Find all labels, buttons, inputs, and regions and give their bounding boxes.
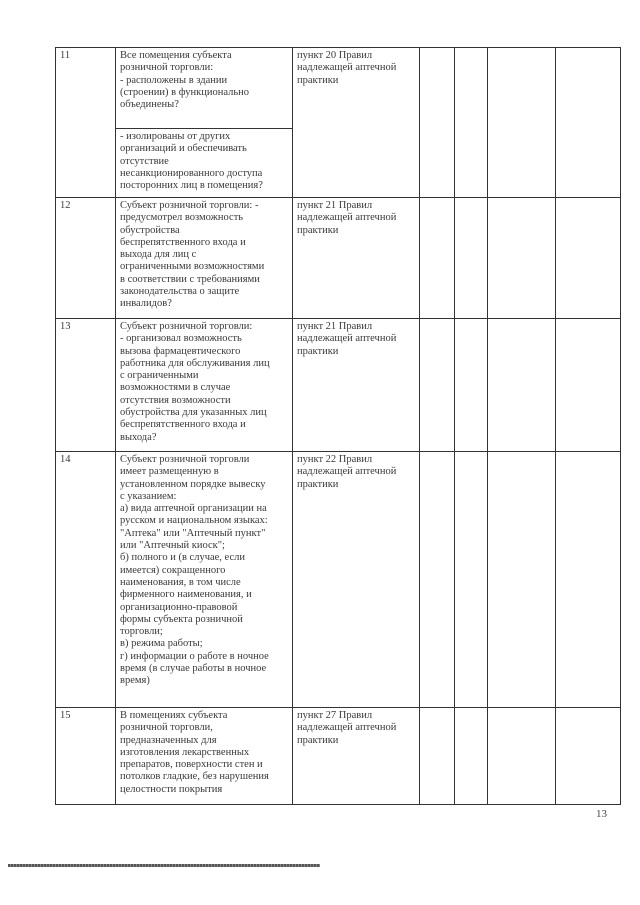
requirement-cell [116, 48, 293, 129]
answer-no-cell[interactable] [455, 48, 488, 198]
reference-cell: пункт 27 Правил надлежащей аптечной практики [293, 708, 420, 805]
requirement-text: Субъект розничной торговли: - предусмотрел возможность обустройства беспрепятственного входа и выхода для лиц с ограниченными возможностями в соответствии с требованиями законодательства о защите инвалидов? [120, 200, 265, 310]
requirement-cell [116, 198, 293, 319]
page-number: 13 [596, 808, 607, 820]
answer-na-cell[interactable] [488, 452, 556, 708]
reference-cell: пункт 22 Правил надлежащей аптечной практики [293, 452, 420, 708]
comment-cell[interactable] [556, 48, 621, 198]
table-row [56, 452, 621, 708]
requirement-text: Субъект розничной торговли: - организовал возможность вызова фармацевтического работника для обслуживания лиц с ограниченными возможностями в случае отсутствия возможности обустройства для указанных лиц беспрепятственного входа и выхода? [120, 321, 270, 443]
row-number: 13 [56, 319, 116, 452]
table-row [56, 198, 621, 319]
requirement-text: Все помещения субъекта розничной торговли: - расположены в здании (строении) в функционально объединены? [120, 50, 249, 111]
row-number: 11 [56, 48, 116, 198]
requirement-cell [116, 319, 293, 452]
requirement-cell [116, 708, 293, 805]
requirement-text: - изолированы от других организаций и обеспечивать отсутствие несанкционированного доступа посторонних лиц в помещения? [120, 131, 263, 192]
requirement-cell [116, 452, 293, 708]
reference-cell: пункт 20 Правил надлежащей аптечной практики [293, 48, 420, 198]
requirement-cell [116, 129, 293, 198]
row-number: 14 [56, 452, 116, 708]
answer-na-cell[interactable] [488, 48, 556, 198]
answer-no-cell[interactable] [455, 198, 488, 319]
reference-cell: пункт 21 Правил надлежащей аптечной практики [293, 198, 420, 319]
answer-yes-cell[interactable] [420, 198, 455, 319]
answer-no-cell[interactable] [455, 319, 488, 452]
checklist-table [55, 47, 621, 805]
row-number: 15 [56, 708, 116, 805]
answer-yes-cell[interactable] [420, 708, 455, 805]
scan-edge-line [8, 864, 320, 867]
answer-na-cell[interactable] [488, 198, 556, 319]
reference-cell: пункт 21 Правил надлежащей аптечной практики [293, 319, 420, 452]
requirement-text: Субъект розничной торговли имеет размещенную в установленном порядке вывеску с указанием: а) вида аптечной организации на русском и национальном языках: "Аптека" или "Аптечный пункт" или "Аптечный киоск"; б) полного и (в случае, если имеется) сокращенного наименования, в том числе фирменного наименования, и организационно-правовой формы субъекта розничной торговли; в) режима работы; г) информации о работе в ночное время (в случае работы в ночное время) [120, 454, 269, 687]
answer-no-cell[interactable] [455, 708, 488, 805]
table-row [56, 48, 621, 129]
table-row [56, 319, 621, 452]
comment-cell[interactable] [556, 708, 621, 805]
answer-yes-cell[interactable] [420, 319, 455, 452]
answer-na-cell[interactable] [488, 708, 556, 805]
comment-cell[interactable] [556, 319, 621, 452]
answer-yes-cell[interactable] [420, 48, 455, 198]
table-row [56, 708, 621, 805]
answer-no-cell[interactable] [455, 452, 488, 708]
row-number: 12 [56, 198, 116, 319]
requirement-text: В помещениях субъекта розничной торговли, предназначенных для изготовления лекарственных препаратов, поверхности стен и потолков гладкие, без нарушения целостности покрытия [120, 710, 269, 795]
answer-yes-cell[interactable] [420, 452, 455, 708]
answer-na-cell[interactable] [488, 319, 556, 452]
comment-cell[interactable] [556, 452, 621, 708]
comment-cell[interactable] [556, 198, 621, 319]
